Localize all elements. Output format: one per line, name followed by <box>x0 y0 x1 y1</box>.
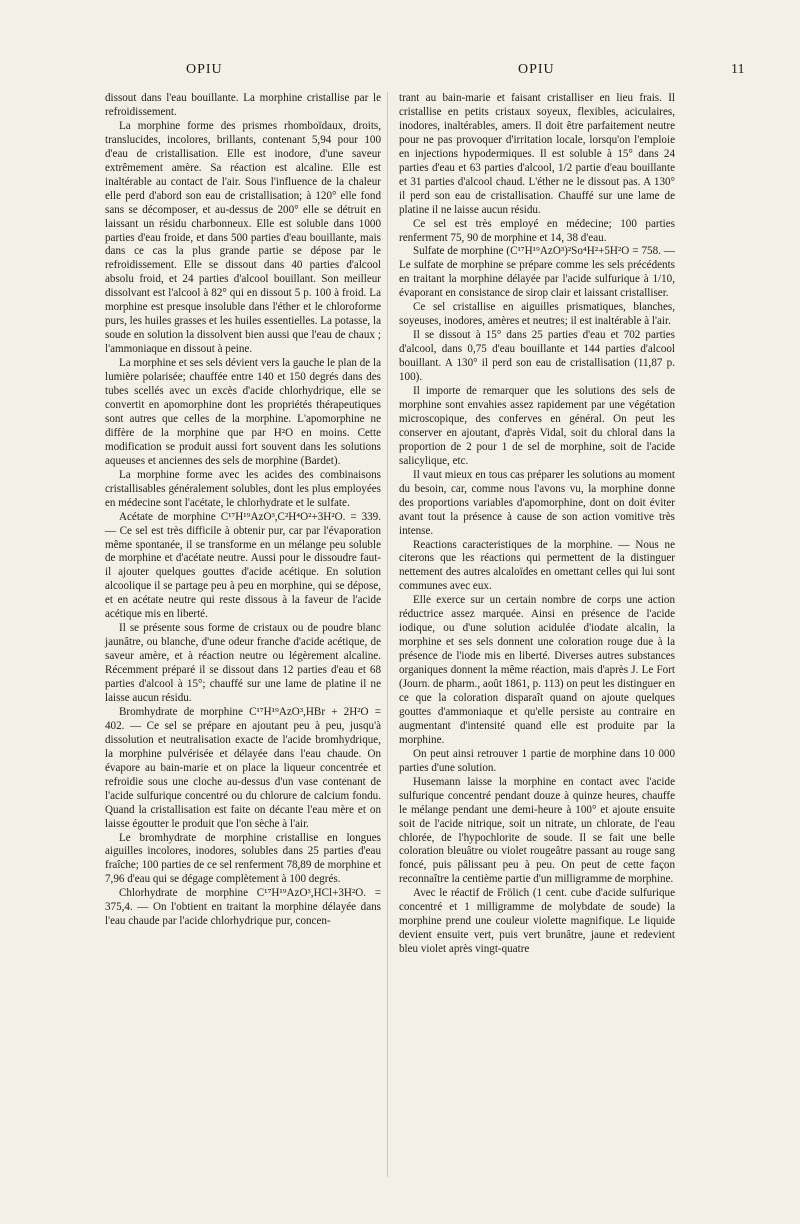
page-number: 11 <box>731 62 745 77</box>
paragraph-bromhydrate: Bromhydrate de morphine C¹⁷H¹⁹AzO³,HBr + 2H²O = 402. — Ce sel se prépare en ajoutant peu à peu, jusqu'à dissolution et neutralisation exacte de l'acide bromhydrique, la morphine pulvérisée et délayée dans l'eau chaude. On évapore au bain-marie et on place la liqueur concentrée et refroidie sous une cloche au-dessus d'un vase contenant de l'acide sulfurique concentré ou du chlorure de calcium fondu. Quand la cristallisation est faite on décante l'eau mère et on laisse égoutter le produit que l'on sèche à l'air. <box>105 705 381 830</box>
running-head-left: OPIU <box>186 62 223 77</box>
right-column <box>399 92 675 957</box>
paragraph: Husemann laisse la morphine en contact avec l'acide sulfurique concentré pendant douze à quinze heures, chauffe le mélange pendant une demi-heure à 100° et ajoute ensuite soit de l'acide nitrique, soit un nitrate, un chlorate, de l'eau chlorée, de l'hypochlorite de soude. Il se fait une belle coloration bleuâtre ou violet rougeâtre passant au rouge sang foncé, puis pâlissant peu à peu. On peut de cette façon reconnaître la centième partie d'un milligramme de morphine. <box>399 775 675 886</box>
paragraph-reactions: Reactions caracteristiques de la morphine. — Nous ne citerons que les réactions qui permettent de la distinguer nettement des autres alcaloïdes en omettant celles qui lui sont communes avec eux. <box>399 538 675 593</box>
running-head-right: OPIU <box>518 62 555 77</box>
paragraph: Le bromhydrate de morphine cristallise en longues aiguilles incolores, inodores, solubles dans 25 parties d'eau fraîche; 100 parties de ce sel renferment 78,89 de morphine et 7,96 d'eau qui se dégage complètement à 100 degrés. <box>105 831 381 886</box>
paragraph: dissout dans l'eau bouillante. La morphine cristallise par le refroidissement. <box>105 92 381 118</box>
left-column <box>105 92 381 929</box>
paragraph-sulfate: Sulfate de morphine (C¹⁷H¹⁹AzO³)²So⁴H²+5H²O = 758. — Le sulfate de morphine se prépare comme les sels précédents en traitant la morphine délayée par l'acide sulfurique à 1/10, évaporant en consistance de sirop clair et laissant cristalliser. <box>399 245 675 300</box>
paragraph: Il se présente sous forme de cristaux ou de poudre blanc jaunâtre, ou blanche, d'une odeur franche d'acide acétique, de saveur amère, et à réaction neutre ou légèrement alcaline. Récemment préparé il se dissout dans 12 parties d'eau et 68 parties d'alcool à 15°; chauffé sur une lame de platine il ne laisse aucun résidu. <box>105 622 381 704</box>
paragraph: Il importe de remarquer que les solutions des sels de morphine sont envahies assez rapidement par une végétation microscopique, des conferves en général. On peut les conserver en ajoutant, d'après Vidal, soit du chloral dans la proportion de 2 pour 1 de sel de morphine, soit de l'acide salicylique, etc. <box>399 385 675 467</box>
paragraph: La morphine et ses sels dévient vers la gauche le plan de la lumière polarisée; chauffée entre 140 et 150 degrés dans des tubes scellés avec un excès d'acide chlorhydrique, elle se convertit en apomorphine dont les propriétés thérapeutiques sont autres que celles de la morphine. L'apomorphine ne diffère de la morphine que par H²O en moins. Cette modification se produit aussi fort souvent dans les solutions aqueuses et anciennes des sels de morphine (Bardet). <box>105 357 381 467</box>
page-header <box>0 62 800 84</box>
column-divider <box>387 92 388 1177</box>
paragraph: Ce sel cristallise en aiguilles prismatiques, blanches, soyeuses, inodores, amères et neutres; il est inaltérable à l'air. <box>399 301 675 328</box>
paragraph: Avec le réactif de Frölich (1 cent. cube d'acide sulfurique concentré et 1 milligramme de molybdate de soude) la morphine prend une couleur violette magnifique. Le liquide devient ensuite vert, puis vert brunâtre, jaune et redevient bleu violet après vingt-quatre <box>399 887 675 956</box>
paragraph: On peut ainsi retrouver 1 partie de morphine dans 10 000 parties d'une solution. <box>399 747 675 774</box>
paragraph: trant au bain-marie et faisant cristalliser en lieu frais. Il cristallise en petits cristaux soyeux, flexibles, aciculaires, inodores, inaltérables, amers. Il doit être parfaitement neutre pour ne pas provoquer d'irritation locale, lorsqu'on l'emploie en injections hypodermiques. Il est soluble à 15° dans 24 parties d'eau et 63 parties d'alcool, 1/2 partie d'eau bouillante et 31 parties d'alcool chaud. L'éther ne le dissout pas. A 130° il perd son eau de cristallisation. Chauffé sur une lame de platine il ne laisse aucun résidu. <box>399 92 675 216</box>
paragraph: Il se dissout à 15° dans 25 parties d'eau et 702 parties d'alcool, dans 0,75 d'eau bouillante et 144 parties d'alcool bouillant. A 130° il perd son eau de cristallisation (11,87 p. 100). <box>399 329 675 384</box>
paragraph-chlorhydrate: Chlorhydrate de morphine C¹⁷H¹⁹AzO³,HCl+3H²O. = 375,4. — On l'obtient en traitant la morphine délayée dans l'eau chaude par l'acide chlorhydrique pur, concen- <box>105 887 381 928</box>
paragraph: Ce sel est très employé en médecine; 100 parties renferment 75, 90 de morphine et 14, 38 d'eau. <box>399 217 675 244</box>
paragraph: Elle exerce sur un certain nombre de corps une action réductrice assez marquée. Ainsi en présence de l'acide iodique, ou d'une solution acidulée d'iodate alcalin, la morphine et ses sels donnent une coloration rouge due à la présence de l'iode mis en liberté. Diverses autres substances organiques donnent la même réaction, mais d'après J. Le Fort (Journ. de pharm., août 1861, p. 113) on peut les distinguer en ce que la coloration disparaît quand on ajoute quelques gouttes d'ammoniaque et qu'elle persiste au contraire en augmentant d'intensité quand elle est produite par la morphine. <box>399 594 675 746</box>
paragraph: Il vaut mieux en tous cas préparer les solutions au moment du besoin, car, comme nous l'avons vu, la morphine donne des proportions variables d'apomorphine, dont on doit éviter avant tout la présence à cause de son action vomitive très intense. <box>399 468 675 537</box>
paragraph: La morphine forme des prismes rhomboïdaux, droits, translucides, incolores, brillants, contenant 5,94 pour 100 d'eau de cristallisation. Elle est inodore, d'une saveur extrêmement amère. Sa réaction est alcaline. Elle est inaltérable au contact de l'air. Sous l'influence de la chaleur elle perd d'abord son eau de cristallisation; à 120° elle fond sans se décomposer, et au-dessus de 200° elle se détruit en laissant un résidu charbonneux. Elle est soluble dans 1000 parties d'eau froide, et dans 500 parties d'eau bouillante, mais dans ce cas la plus grande partie se dépose par le refroidissement. Elle se dissout dans 40 parties d'alcool absolu froid, et 24 parties d'alcool bouillant. Son meilleur dissolvant est l'alcool à 82° qui en dissout 5 p. 100 à froid. La morphine est presque insoluble dans l'éther et le chloroforme purs, les huiles grasses et les huiles essentielles. La potasse, la soude en solution la dissolvent bien aussi que l'eau de chaux ; l'ammoniaque en dissout à peine. <box>105 119 381 356</box>
paragraph-acetate: Acétate de morphine C¹⁷H¹⁹AzO³,C²H⁴O²+3H²O. = 339. — Ce sel est très difficile à obtenir pur, car par l'évaporation même spontanée, il se transforme en un mélange peu soluble de morphine et d'acétate neutre. Aussi pour le dissoudre faut-il ajouter quelques gouttes d'acide acétique. En solution alcoolique il se partage peu à peu en morphine, qui se dépose, et en acétate neutre qui reste dissous à la faveur de l'acide acétique mis en liberté. <box>105 510 381 621</box>
paragraph: La morphine forme avec les acides des combinaisons cristallisables généralement solubles, dont les plus employées en médecine sont l'acétate, le chlorhydrate et le sulfate. <box>105 468 381 509</box>
